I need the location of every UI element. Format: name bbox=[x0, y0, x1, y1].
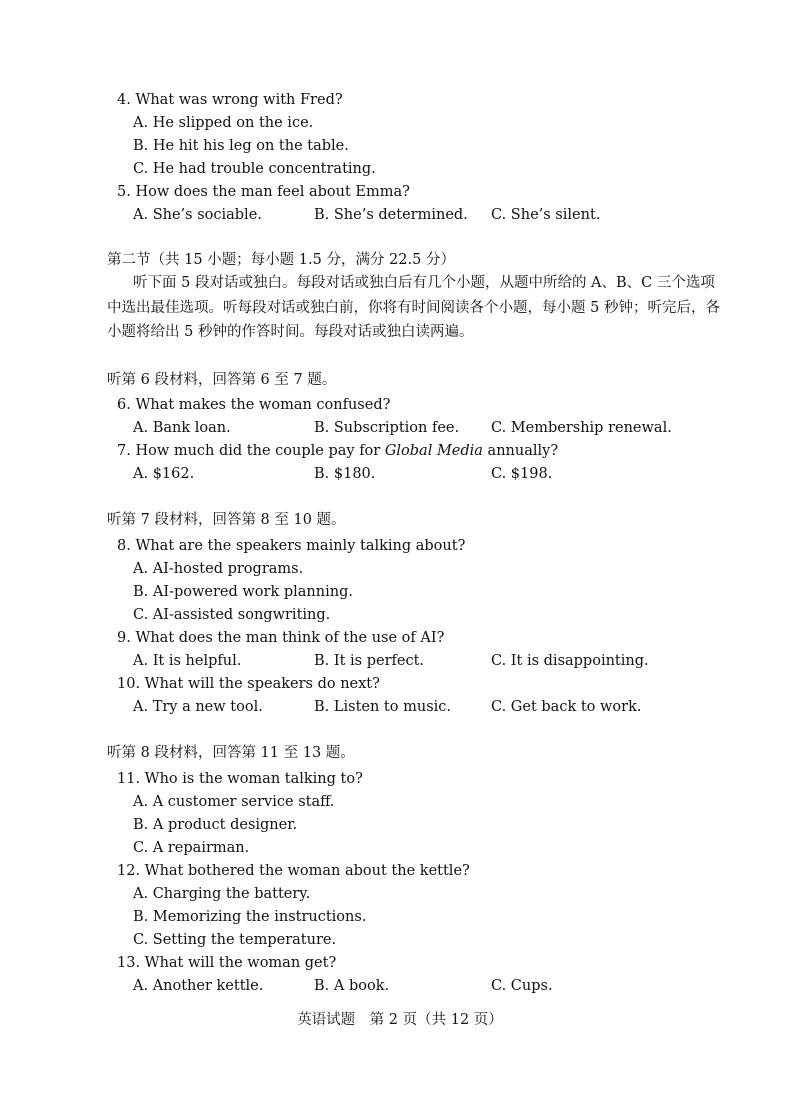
question-5-option-a: A. She’s sociable. bbox=[133, 207, 262, 223]
question-11-option-c: C. A repairman. bbox=[133, 840, 250, 856]
question-5-option-b: B. She’s determined. bbox=[314, 207, 468, 223]
question-9-option-b: B. It is perfect. bbox=[314, 653, 425, 669]
group-6-heading: 听第 6 段材料，回答第 6 至 7 题。 bbox=[107, 372, 337, 388]
question-5-stem: 5. How does the man feel about Emma? bbox=[117, 184, 410, 200]
question-4-option-a: A. He slipped on the ice. bbox=[133, 115, 314, 131]
question-7-stem-italic: Global Media bbox=[384, 443, 483, 459]
question-13-option-b: B. A book. bbox=[314, 978, 390, 994]
question-11-option-a: A. A customer service staff. bbox=[133, 794, 335, 810]
question-4-option-b: B. He hit his leg on the table. bbox=[133, 138, 349, 154]
question-8-stem: 8. What are the speakers mainly talking about? bbox=[117, 538, 466, 554]
question-13-option-c: C. Cups. bbox=[491, 978, 553, 994]
question-7-stem-prefix: 7. How much did the couple pay for bbox=[117, 443, 385, 459]
question-9-stem: 9. What does the man think of the use of AI? bbox=[117, 630, 445, 646]
question-9-option-a: A. It is helpful. bbox=[133, 653, 242, 669]
question-6-option-c: C. Membership renewal. bbox=[491, 420, 672, 436]
question-7-stem-suffix: annually? bbox=[482, 443, 559, 459]
question-6-option-a: A. Bank loan. bbox=[133, 420, 231, 436]
question-7-option-c: C. $198. bbox=[491, 466, 553, 482]
section-instructions bbox=[107, 271, 721, 345]
question-7-stem bbox=[117, 441, 558, 461]
question-9-option-c: C. It is disappointing. bbox=[491, 653, 649, 669]
question-10-stem: 10. What will the speakers do next? bbox=[117, 676, 380, 692]
question-10-option-b: B. Listen to music. bbox=[314, 699, 451, 715]
question-11-stem: 11. Who is the woman talking to? bbox=[117, 771, 363, 787]
section-instructions-text: 听下面 5 段对话或独白。每段对话或独白后有几个小题，从题中所给的 A、B、C 三个选项中选出最佳选项。听每段对话或独白前，你将有时间阅读各个小题，每小题 5 秒钟；听完后，各小题将给出 5 秒钟的作答时间。每段对话或独白读两遍。 bbox=[107, 275, 720, 340]
question-10-option-a: A. Try a new tool. bbox=[133, 699, 263, 715]
question-12-stem: 12. What bothered the woman about the kettle? bbox=[117, 863, 470, 879]
question-8-option-a: A. AI-hosted programs. bbox=[133, 561, 304, 577]
group-8-heading: 听第 8 段材料，回答第 11 至 13 题。 bbox=[107, 745, 355, 761]
question-10-option-c: C. Get back to work. bbox=[491, 699, 642, 715]
question-13-option-a: A. Another kettle. bbox=[133, 978, 264, 994]
question-8-option-b: B. AI-powered work planning. bbox=[133, 584, 353, 600]
question-11-option-b: B. A product designer. bbox=[133, 817, 298, 833]
question-4-option-c: C. He had trouble concentrating. bbox=[133, 161, 376, 177]
question-12-option-a: A. Charging the battery. bbox=[133, 886, 311, 902]
page-footer: 英语试题 第 2 页（共 12 页） bbox=[297, 1012, 503, 1028]
question-6-stem: 6. What makes the woman confused? bbox=[117, 397, 391, 413]
question-4-stem: 4. What was wrong with Fred? bbox=[117, 92, 343, 108]
question-12-option-c: C. Setting the temperature. bbox=[133, 932, 337, 948]
question-7-option-a: A. $162. bbox=[133, 466, 195, 482]
question-8-option-c: C. AI-assisted songwriting. bbox=[133, 607, 331, 623]
section-heading: 第二节（共 15 小题；每小题 1.5 分，满分 22.5 分） bbox=[107, 252, 455, 268]
question-5-option-c: C. She’s silent. bbox=[491, 207, 601, 223]
question-6-option-b: B. Subscription fee. bbox=[314, 420, 460, 436]
group-7-heading: 听第 7 段材料，回答第 8 至 10 题。 bbox=[107, 512, 346, 528]
question-12-option-b: B. Memorizing the instructions. bbox=[133, 909, 367, 925]
question-7-option-b: B. $180. bbox=[314, 466, 376, 482]
question-13-stem: 13. What will the woman get? bbox=[117, 955, 337, 971]
